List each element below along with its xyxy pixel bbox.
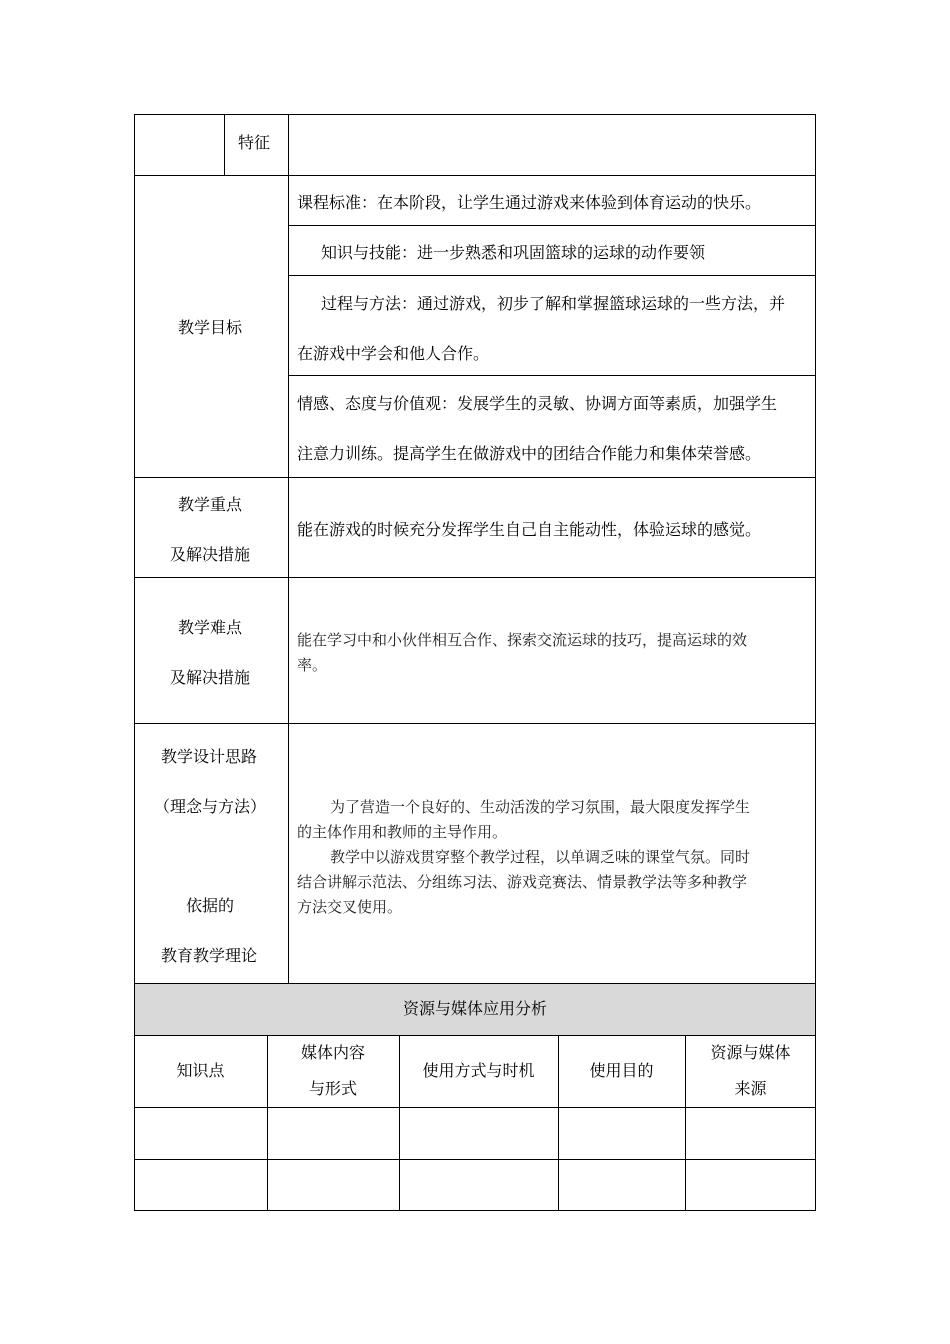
resources-header-usage (399, 1035, 558, 1107)
design-label-line2: （理念与方法） (154, 797, 267, 816)
design-p2-line2: 结合讲解示范法、分组练习法、游戏竞赛法、情景教学法等多种教学 (297, 873, 748, 891)
design-p2-line1: 教学中以游戏贯穿整个教学过程，以单调乏味的课堂气氛。同时 (330, 848, 751, 866)
table-row (134, 1159, 816, 1211)
difficulties-label-line2: 及解决措施 (170, 668, 251, 687)
key-points-label-line2: 及解决措施 (170, 545, 251, 564)
resources-title-text: 资源与媒体应用分析 (402, 999, 547, 1018)
row-divider (134, 577, 816, 578)
design-label-line3: 依据的 (186, 896, 235, 915)
key-points-label-line1: 教学重点 (178, 495, 243, 514)
resources-header-media-content (267, 1035, 399, 1107)
row-divider (134, 175, 816, 176)
header-text: 使用目的 (589, 1061, 654, 1080)
resources-header-source (685, 1035, 816, 1107)
resources-title (134, 983, 816, 1035)
objectives-process-line1: 过程与方法：通过游戏，初步了解和掌握篮球运球的一些方法，并 (321, 294, 786, 313)
header-text: 使用方式与时机 (422, 1061, 535, 1080)
objectives-knowledge: 知识与技能：进一步熟悉和巩固篮球的运球的动作要领 (321, 243, 706, 262)
design-label-line4: 教育教学理论 (161, 946, 258, 965)
column-divider (224, 114, 225, 175)
difficulties-content-line1: 能在学习中和小伙伴相互合作、探索交流运球的技巧，提高运球的效 (297, 631, 748, 649)
row-divider (134, 723, 816, 724)
design-p1-line1: 为了营造一个良好的、生动活泼的学习氛围，最大限度发挥学生 (330, 798, 751, 816)
difficulties-label-line1: 教学难点 (178, 618, 243, 637)
objectives-label: 教学目标 (178, 318, 243, 337)
table-row (134, 1107, 816, 1159)
subrow-divider (288, 225, 816, 226)
resources-header-purpose (558, 1035, 685, 1107)
header-text: 资源与媒体 (710, 1043, 791, 1062)
header-text: 知识点 (176, 1061, 225, 1080)
resources-header-knowledge-point (134, 1035, 267, 1107)
row-divider (134, 477, 816, 478)
header-text: 媒体内容 (300, 1043, 365, 1062)
difficulties-content-line2: 率。 (297, 656, 328, 674)
design-p2-line3: 方法交叉使用。 (297, 898, 403, 916)
subrow-divider (288, 375, 816, 376)
header-text: 与形式 (308, 1079, 357, 1098)
subrow-divider (288, 275, 816, 276)
objectives-emotion-line2: 注意力训练。提高学生在做游戏中的团结合作能力和集体荣誉感。 (297, 444, 762, 463)
header-text: 来源 (734, 1079, 767, 1098)
table-border-top (134, 114, 816, 115)
column-divider (288, 114, 289, 983)
key-points-content: 能在游戏的时候充分发挥学生自己自主能动性，体验运球的感觉。 (297, 520, 762, 539)
objectives-emotion-line1: 情感、态度与价值观：发展学生的灵敏、协调方面等素质，加强学生 (297, 394, 778, 413)
objectives-standard: 课程标准：在本阶段，让学生通过游戏来体验到体育运动的快乐。 (297, 193, 762, 212)
objectives-process-line2: 在游戏中学会和他人合作。 (297, 344, 490, 363)
design-label-line1: 教学设计思路 (161, 747, 258, 766)
lesson-plan-table (134, 114, 816, 1211)
design-p1-line2: 的主体作用和教师的主导作用。 (297, 823, 508, 841)
feature-label: 特征 (238, 133, 271, 152)
